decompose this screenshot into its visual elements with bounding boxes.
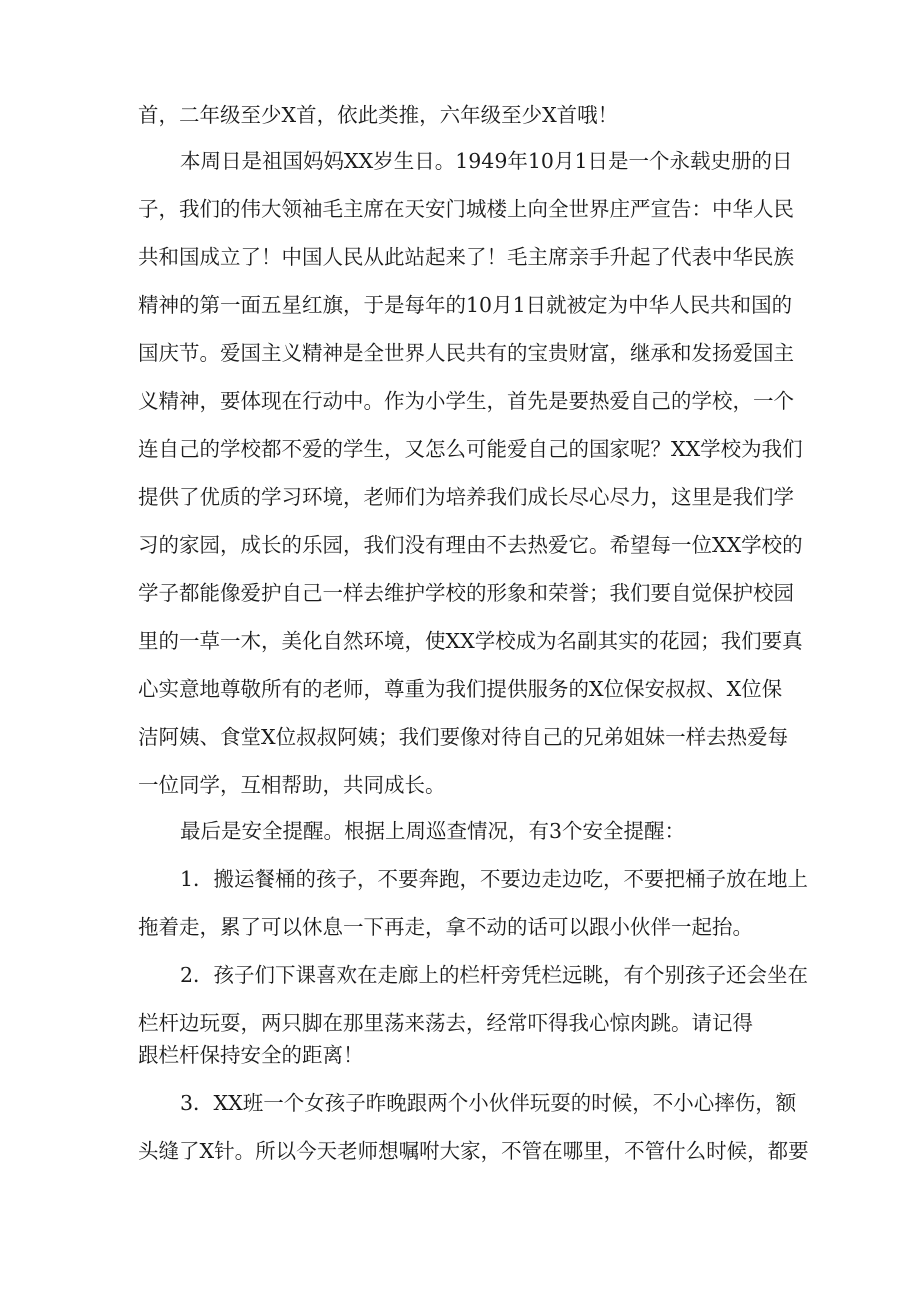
list-item-line: 头缝了X针。所以今天老师想嘱咐大家，不管在哪里，不管什么时候，都要	[138, 1139, 809, 1163]
list-item-line: 跟栏杆保持安全的距离！	[138, 1043, 364, 1067]
list-item-line: 1．搬运餐桶的孩子，不要奔跑，不要边走边吃，不要把桶子放在地上	[180, 867, 809, 891]
paragraph-line: 里的一草一木，美化自然环境，使XX学校成为名副其实的花园；我们要真	[138, 629, 803, 653]
paragraph-line: 学子都能像爱护自己一样去维护学校的形象和荣誉；我们要自觉保护校园	[138, 581, 794, 605]
paragraph-line: 义精神，要体现在行动中。作为小学生，首先是要热爱自己的学校，一个	[138, 389, 794, 413]
list-item-line: 拖着走，累了可以休息一下再走，拿不动的话可以跟小伙伴一起抬。	[138, 915, 753, 939]
paragraph-line: 连自己的学校都不爱的学生，又怎么可能爱自己的国家呢？XX学校为我们	[138, 437, 803, 461]
paragraph-line: 习的家园，成长的乐园，我们没有理由不去热爱它。希望每一位XX学校的	[138, 533, 803, 557]
paragraph-line: 最后是安全提醒。根据上周巡查情况，有3个安全提醒：	[180, 819, 686, 843]
list-item-line: 2．孩子们下课喜欢在走廊上的栏杆旁凭栏远眺，有个别孩子还会坐在	[180, 963, 809, 987]
paragraph-line: 精神的第一面五星红旗，于是每年的10月1日就被定为中华人民共和国的	[138, 293, 793, 317]
paragraph-line: 国庆节。爱国主义精神是全世界人民共有的宝贵财富，继承和发扬爱国主	[138, 341, 794, 365]
list-item-line: 3．XX班一个女孩子昨晚跟两个小伙伴玩耍的时候，不小心摔伤，额	[180, 1091, 797, 1115]
paragraph-line: 洁阿姨、食堂X位叔叔阿姨；我们要像对待自己的兄弟姐妹一样去热爱每	[138, 725, 789, 749]
paragraph-line: 首，二年级至少X首，依此类推，六年级至少X首哦！	[138, 103, 619, 127]
list-item-line: 栏杆边玩耍，两只脚在那里荡来荡去，经常吓得我心惊肉跳。请记得	[138, 1011, 753, 1035]
paragraph-line: 子，我们的伟大领袖毛主席在天安门城楼上向全世界庄严宣告：中华人民	[138, 197, 794, 221]
paragraph-line: 一位同学，互相帮助，共同成长。	[138, 773, 446, 797]
paragraph-line: 共和国成立了！中国人民从此站起来了！毛主席亲手升起了代表中华民族	[138, 245, 794, 269]
paragraph-line: 心实意地尊敬所有的老师，尊重为我们提供服务的X位保安叔叔、X位保	[138, 677, 783, 701]
paragraph-line: 本周日是祖国妈妈XX岁生日。1949年10月1日是一个永载史册的日	[180, 149, 793, 173]
paragraph-line: 提供了优质的学习环境，老师们为培养我们成长尽心尽力，这里是我们学	[138, 485, 794, 509]
